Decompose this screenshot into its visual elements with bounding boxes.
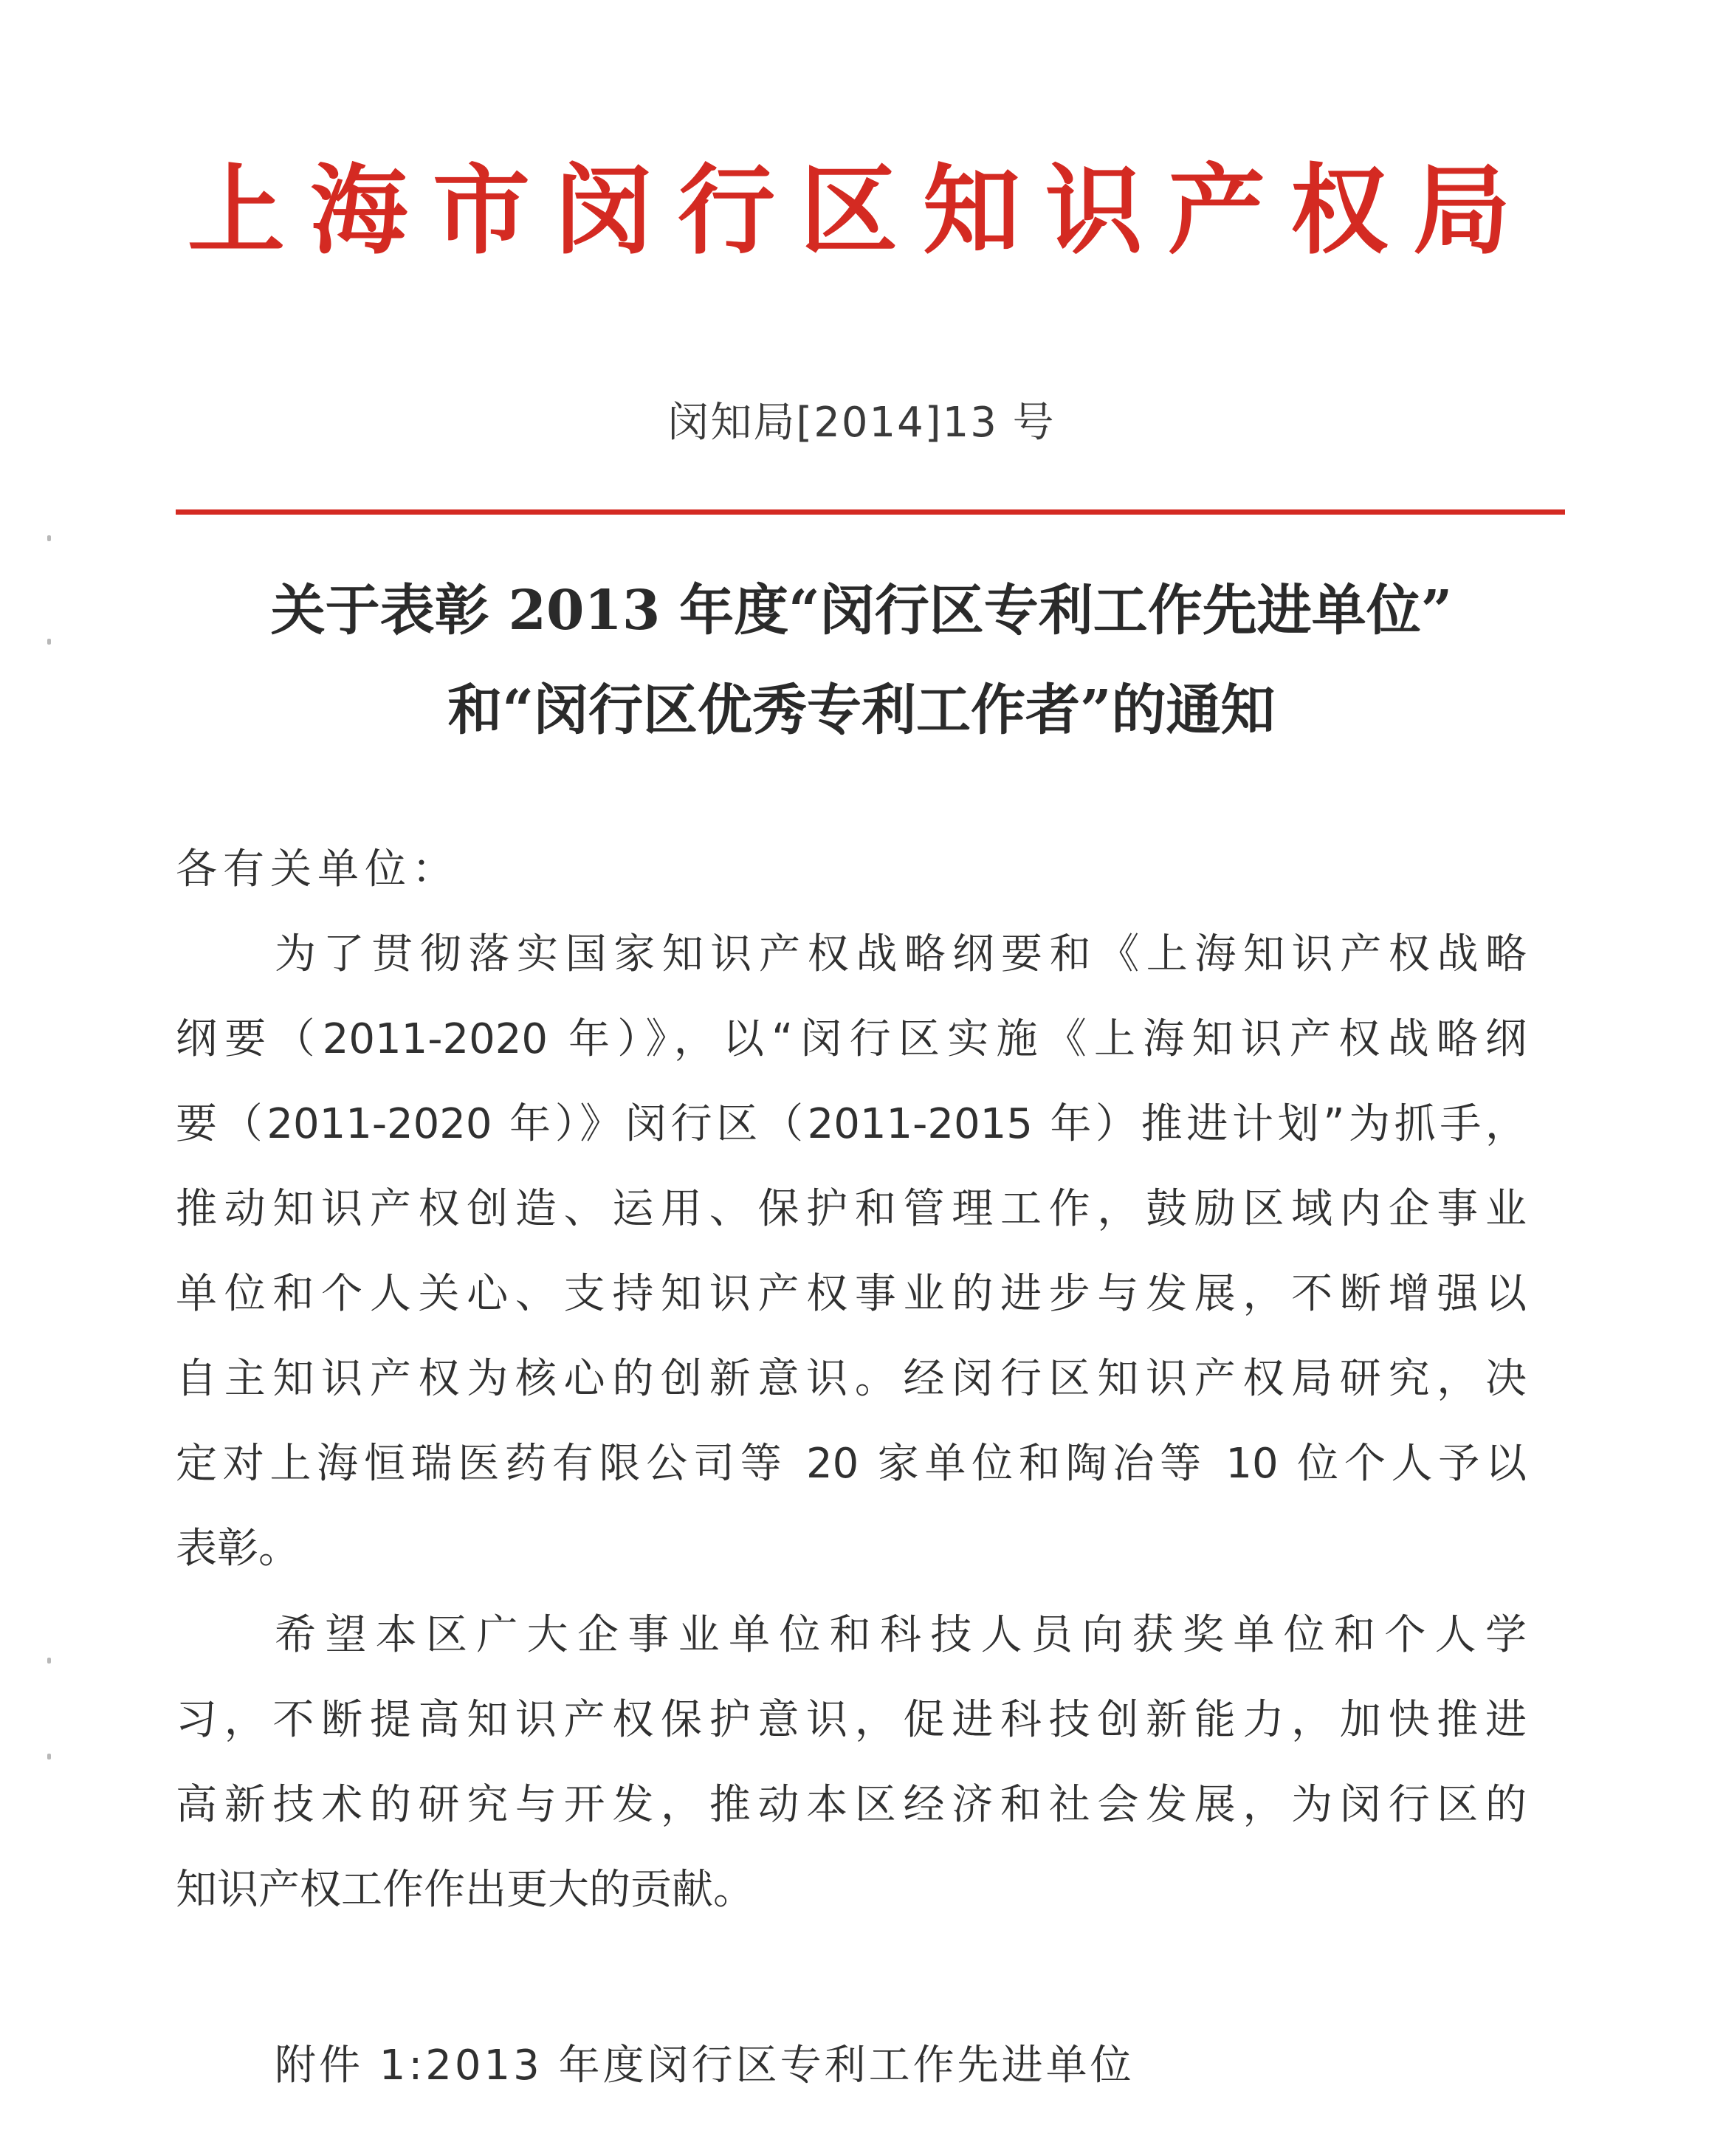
attachment-reference: 附件 1:2013 年度闵行区专利工作先进单位	[275, 2042, 1135, 2090]
margin-mark	[47, 1658, 51, 1664]
paragraph-1-line: 自主知识产权为核心的创新意识。经闵行区知识产权局研究，决	[176, 1355, 1527, 1403]
paragraph-2-line: 知识产权工作作出更大的贡献。	[176, 1866, 754, 1914]
notice-title-line-1: 关于表彰 2013 年度“闵行区专利工作先进单位”	[270, 579, 1453, 642]
paragraph-1-line: 纲要（2011-2020 年）》，以“闵行区实施《上海知识产权战略纲	[176, 1015, 1527, 1063]
paragraph-1-line: 单位和个人关心、支持知识产权事业的进步与发展，不断增强以	[176, 1270, 1527, 1318]
salutation: 各有关单位：	[176, 845, 459, 893]
paragraph-2-line: 高新技术的研究与开发，推动本区经济和社会发展，为闵行区的	[176, 1781, 1527, 1829]
margin-mark	[47, 535, 51, 541]
header-divider	[176, 509, 1565, 515]
margin-mark	[47, 639, 51, 645]
notice-title-line-2: 和“闵行区优秀专利工作者”的通知	[447, 679, 1276, 742]
paragraph-1-line: 表彰。	[176, 1525, 300, 1573]
paragraph-1-line: 定对上海恒瑞医药有限公司等 20 家单位和陶冶等 10 位个人予以	[176, 1440, 1527, 1488]
document-number: 闵知局[2014]13 号	[667, 399, 1056, 447]
paragraph-2-line: 习，不断提高知识产权保护意识，促进科技创新能力，加快推进	[176, 1696, 1527, 1744]
organization-header: 上海市闵行区知识产权局	[188, 154, 1535, 268]
margin-mark	[47, 1754, 51, 1760]
paragraph-2-line: 希望本区广大企事业单位和科技人员向获奖单位和个人学	[275, 1611, 1527, 1659]
paragraph-1-line: 要（2011-2020 年）》闵行区（2011-2015 年）推进计划”为抓手，	[176, 1100, 1527, 1148]
paragraph-1-line: 推动知识产权创造、运用、保护和管理工作，鼓励区域内企事业	[176, 1185, 1527, 1233]
paragraph-1-line: 为了贯彻落实国家知识产权战略纲要和《上海知识产权战略	[275, 930, 1527, 978]
